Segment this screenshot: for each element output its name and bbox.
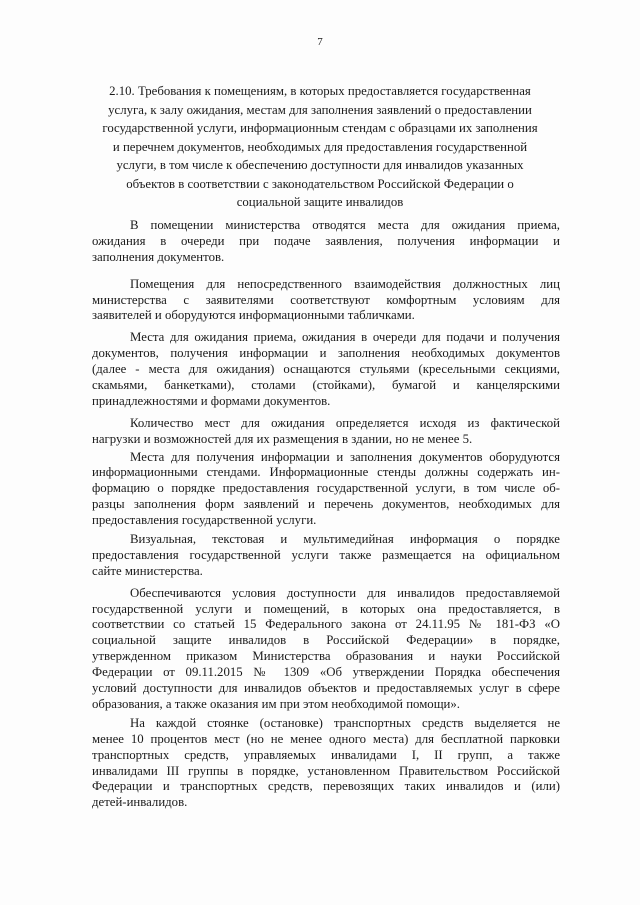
text-line: государственной услуги и помещений, в которых она предоставляется, в (92, 601, 560, 616)
text-line: Визуальная, текстовая и мультимедийная информация о порядке (130, 532, 560, 547)
text-line: принадлежностями и формами документов. (92, 393, 331, 408)
text-line: детей-инвалидов. (92, 795, 188, 810)
paragraph-multimedia-info (92, 532, 560, 580)
text-line: ожидания в очереди при подаче заявления, получения информации и (92, 233, 560, 248)
text-line: В помещении министерства отводятся места для ожидания приема, (130, 218, 560, 232)
text-line: социальной защите инвалидов в Российской Федерации» в порядке, (92, 633, 560, 648)
heading-line: объектов в соответствии с законодательством Российской Федерации о (126, 176, 514, 191)
paragraph-info-stands (92, 450, 560, 529)
heading-line: услуги, в том числе к обеспечению доступности для инвалидов указанных (116, 158, 524, 172)
text-line: документов, получения информации и заполнения необходимых документов (92, 346, 560, 361)
paragraph-accessibility (92, 586, 560, 713)
text-line: условий доступности для инвалидов объектов и предоставляемых услуг в сфере (92, 681, 560, 696)
text-line: утвержденном приказом Министерства образования и науки Российской (92, 649, 560, 664)
text-line: Обеспечиваются условия доступности для инвалидов предоставляемой (130, 585, 560, 600)
text-line: Места для ожидания приема, ожидания в очереди для подачи и получения (130, 330, 560, 345)
text-line: разцы заполнения форм заявлений и перечень документов, необходимых для (92, 497, 560, 512)
text-line: инвалидами III группы в порядке, установленном Правительством Российской (92, 763, 560, 778)
text-line: Количество мест для ожидания определяется исходя из фактической (130, 415, 560, 430)
text-line: скамьями, банкетками), столами (стойками), бумагой и канцелярскими (92, 378, 560, 393)
text-line: транспортных средств, управляемых инвалидами I, II групп, а также (92, 747, 560, 762)
text-line: Федерации и транспортных средств, перевозящих таких инвалидов и (или) (92, 779, 560, 794)
text-line: предоставления государственной услуги также размещается на официальном (92, 547, 560, 562)
text-line: заявителей и оборудуются информационными табличками. (92, 308, 415, 323)
body-text (92, 218, 560, 811)
heading-line: 2.10. Требования к помещениям, в которых предоставляется государственная (109, 84, 531, 98)
text-line: На каждой стоянке (остановке) транспортных средств выделяется не (130, 715, 560, 730)
paragraph-waiting-equipment (92, 330, 560, 409)
section-heading (92, 82, 548, 212)
text-line: нагрузки и возможностей для их размещения в здании, но не менее 5. (92, 431, 473, 446)
text-line: Места для получения информации и заполнения документов оборудуются (130, 449, 560, 464)
page-number: 7 (317, 36, 323, 48)
heading-line: и перечнем документов, необходимых для предоставления государственной (112, 139, 528, 154)
paragraph-seat-count (92, 416, 560, 448)
text-line: менее 10 процентов мест (но не менее одного места) для бесплатной парковки (92, 731, 560, 746)
heading-line: социальной защите инвалидов (236, 195, 404, 209)
text-line: формацию о порядке предоставления государственной услуги, в том числе об- (92, 481, 560, 496)
heading-line: услуга, к залу ожидания, местам для заполнения заявлений о предоставлении (108, 102, 532, 117)
text-line: министерства с заявителями соответствуют комфортным условиям для (92, 292, 560, 307)
paragraph-waiting-places (92, 218, 560, 266)
text-line: заполнения документов. (92, 249, 225, 264)
paragraph-parking (92, 716, 560, 811)
paragraph-interaction-rooms (92, 277, 560, 325)
text-line: (далее - места для ожидания) оснащаются стульями (кресельными секциями, (92, 362, 560, 377)
text-line: образования, а также оказания им при этом необходимой помощи». (92, 696, 460, 711)
text-line: соответствии со статьей 15 Федерального закона от 24.11.95 № 181-ФЗ «О (92, 617, 560, 632)
text-line: Помещения для непосредственного взаимодействия должностных лиц (130, 276, 560, 291)
text-line: Федерации от 09.11.2015 № 1309 «Об утверждении Порядка обеспечения (92, 665, 560, 680)
heading-line: государственной услуги, информационным стендам с образцами их заполнения (102, 121, 538, 135)
text-line: сайте министерства. (92, 563, 203, 578)
text-line: предоставления государственной услуги. (92, 513, 317, 528)
text-line: информационными стендами. Информационные стенды должны содержать ин- (92, 465, 560, 480)
